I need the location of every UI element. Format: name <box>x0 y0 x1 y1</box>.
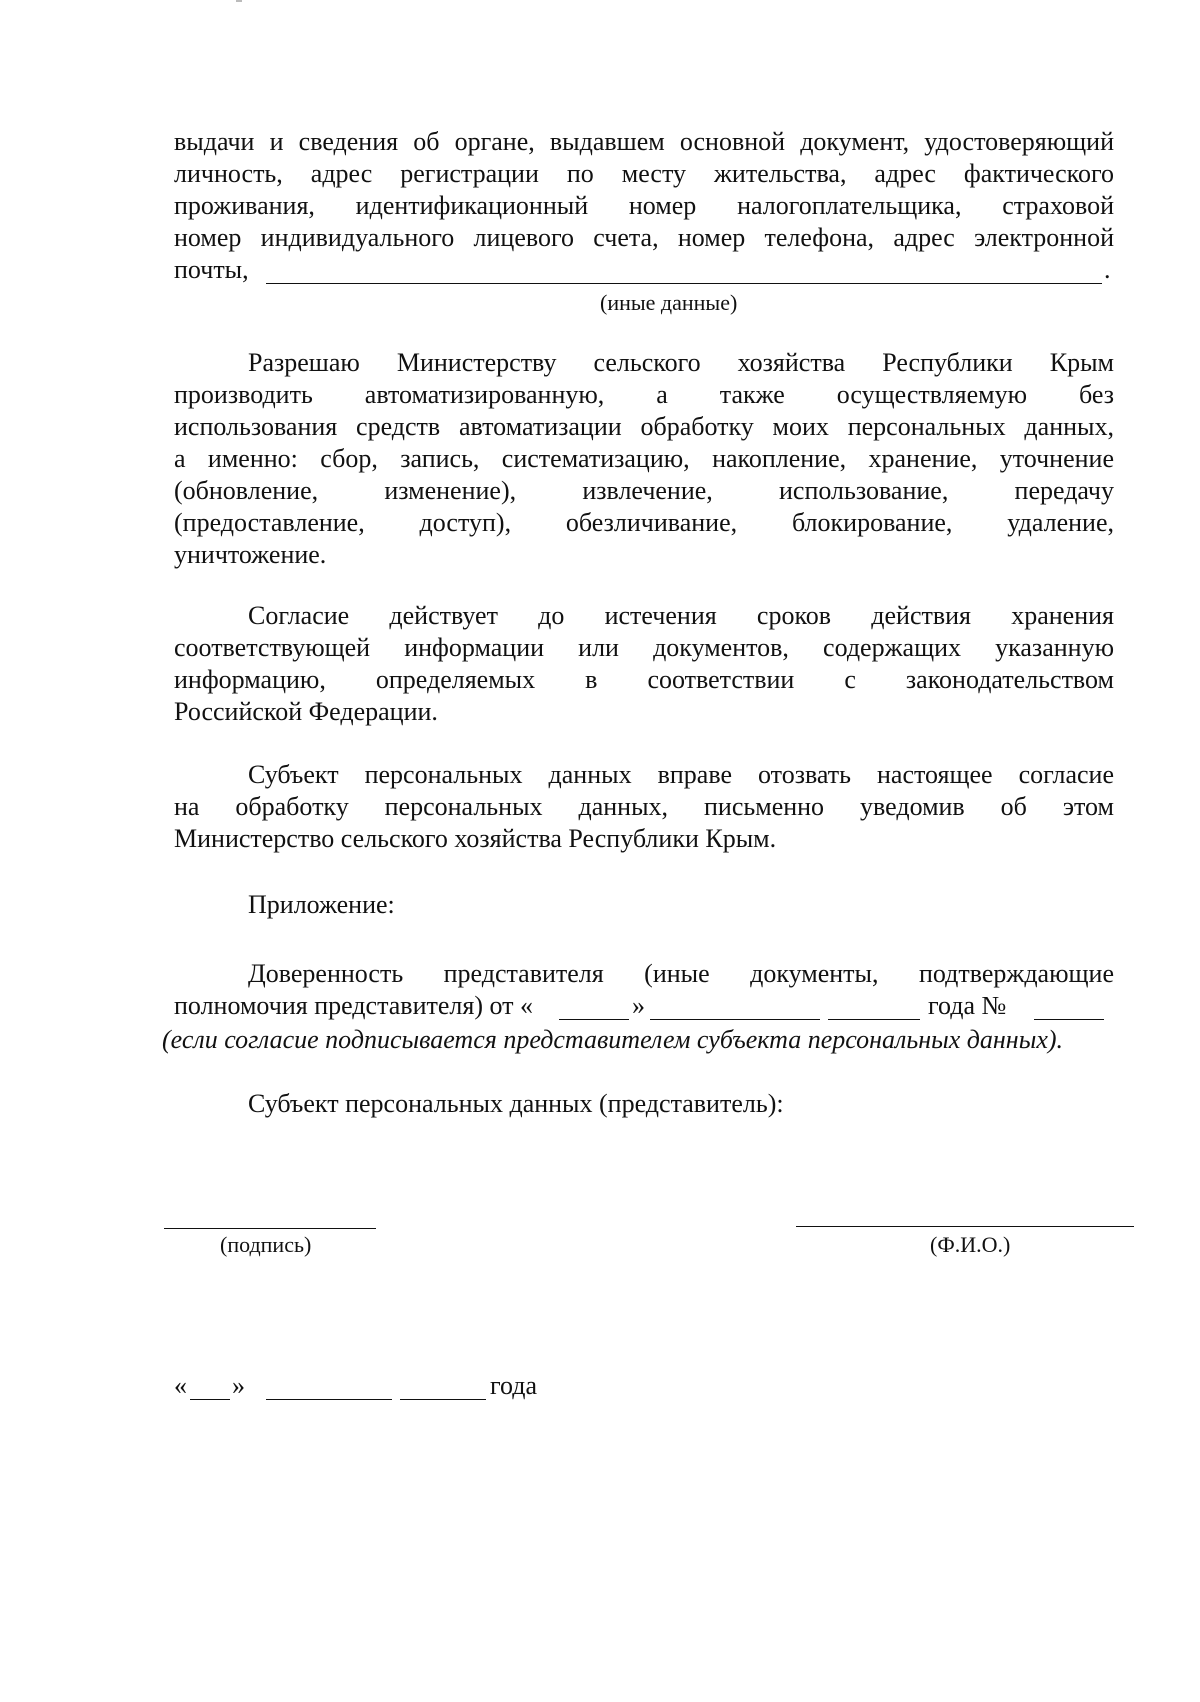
email-prefix: почты, <box>174 255 249 284</box>
attorney-year-field[interactable] <box>828 1019 920 1020</box>
signature-field[interactable] <box>164 1228 376 1229</box>
period: . <box>1104 255 1111 284</box>
text-line: Российской Федерации. <box>174 697 438 726</box>
date-year-field[interactable] <box>400 1399 486 1400</box>
text-line: производить автоматизированную, а также осуществляемую без <box>174 380 1114 409</box>
date-close-quote: » <box>232 1371 245 1400</box>
text-line: а именно: сбор, запись, систематизацию, накопление, хранение, уточнение <box>174 444 1114 473</box>
text-line: Согласие действует до истечения сроков действия хранения <box>248 601 1114 630</box>
text-line: номер индивидуального лицевого счета, номер телефона, адрес электронной <box>174 223 1114 252</box>
text-line: Министерство сельского хозяйства Республики Крым. <box>174 824 777 853</box>
text-line: выдачи и сведения об органе, выдавшем основной документ, удостоверяющий <box>174 127 1114 156</box>
paragraph-validity <box>174 600 1114 728</box>
date-month-field[interactable] <box>266 1399 392 1400</box>
text-line: Доверенность представителя (иные документы, подтверждающие <box>248 959 1114 988</box>
paragraph-revocation <box>174 759 1114 855</box>
attorney-year-label: года № <box>928 991 1007 1020</box>
other-data-caption: (иные данные) <box>600 290 738 315</box>
attorney-date-prefix: полномочия представителя) от « <box>174 991 533 1020</box>
attorney-day-field[interactable] <box>559 1019 629 1020</box>
full-name-field[interactable] <box>796 1226 1134 1227</box>
scan-artifact <box>236 0 242 2</box>
date-year-label: года <box>490 1371 538 1400</box>
paragraph-power-of-attorney <box>174 958 1114 990</box>
appendix-heading: Приложение: <box>248 890 395 919</box>
paragraph-personal-data-list <box>174 126 1114 254</box>
other-data-field[interactable] <box>266 283 1102 284</box>
text-line: (предоставление, доступ), обезличивание, блокирование, удаление, <box>174 508 1114 537</box>
text-line: на обработку персональных данных, письменно уведомив об этом <box>174 792 1114 821</box>
signature-caption: (подпись) <box>220 1232 312 1257</box>
attorney-number-field[interactable] <box>1034 1019 1104 1020</box>
text-line: личность, адрес регистрации по месту жительства, адрес фактического <box>174 159 1114 188</box>
text-line: (обновление, изменение), извлечение, использование, передачу <box>174 476 1114 505</box>
date-open-quote: « <box>174 1371 187 1400</box>
text-line: проживания, идентификационный номер налогоплательщика, страховой <box>174 191 1114 220</box>
text-line: уничтожение. <box>174 540 327 569</box>
text-line: информацию, определяемых в соответствии с законодательством <box>174 665 1114 694</box>
attorney-date-quote: » <box>632 991 645 1020</box>
text-line: соответствующей информации или документов, содержащих указанную <box>174 633 1114 662</box>
subject-label: Субъект персональных данных (представитель): <box>248 1089 784 1118</box>
attorney-month-field[interactable] <box>650 1019 820 1020</box>
paragraph-permission <box>174 347 1114 571</box>
attorney-note: (если согласие подписывается представителем субъекта персональных данных). <box>162 1025 1064 1054</box>
text-line: Разрешаю Министерству сельского хозяйства Республики Крым <box>248 348 1114 377</box>
date-day-field[interactable] <box>190 1399 230 1400</box>
text-line: Субъект персональных данных вправе отозвать настоящее согласие <box>248 760 1114 789</box>
full-name-caption: (Ф.И.О.) <box>930 1232 1011 1257</box>
text-line: использования средств автоматизации обработку моих персональных данных, <box>174 412 1114 441</box>
